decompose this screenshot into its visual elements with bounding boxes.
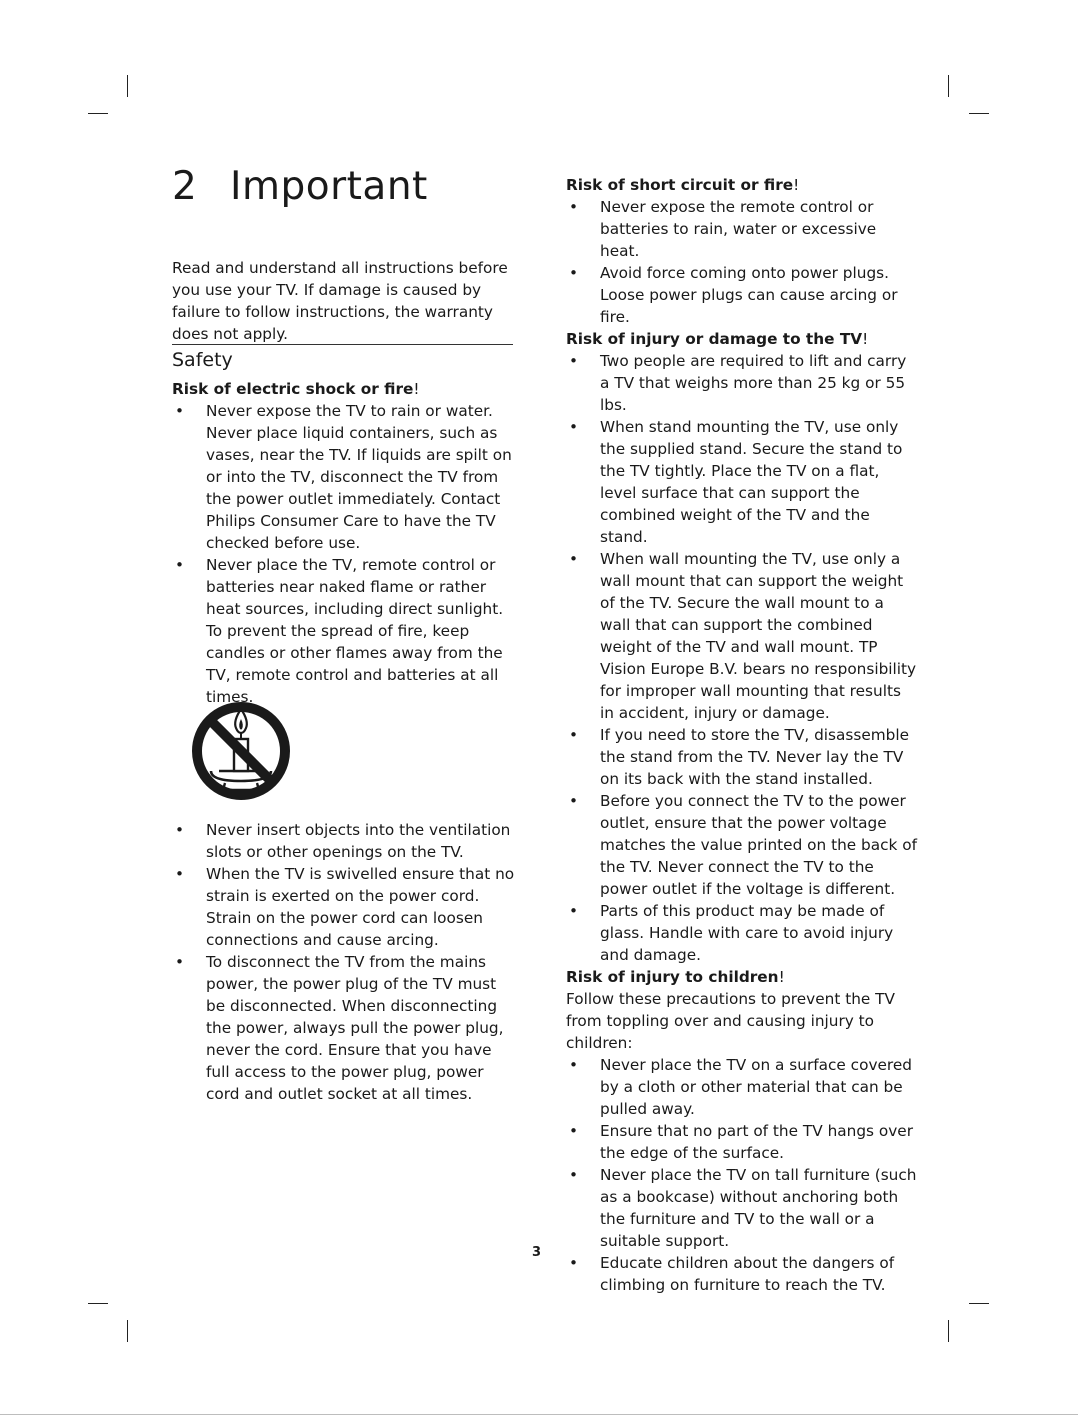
- list-item: • Never insert objects into the ventilation slots or other openings on the TV.: [172, 819, 517, 863]
- injury-tv-list: [566, 350, 918, 966]
- short-circuit-heading: Risk of short circuit or fire!: [566, 176, 800, 194]
- crop-mark: [127, 1320, 128, 1342]
- electric-shock-block: [172, 378, 517, 708]
- right-column: [566, 174, 918, 1296]
- list-item: • If you need to store the TV, disassemble the stand from the TV. Never lay the TV on its back with the stand installed.: [566, 724, 918, 790]
- list-item: • Never place the TV on tall furniture (such as a bookcase) without anchoring both the furniture and TV to the wall or a suitable support.: [566, 1164, 918, 1252]
- electric-shock-list-continued: [172, 819, 517, 1105]
- list-item: • Educate children about the dangers of climbing on furniture to reach the TV.: [566, 1252, 918, 1296]
- crop-mark: [969, 113, 989, 114]
- list-item: • To disconnect the TV from the mains power, the power plug of the TV must be disconnected. When disconnecting the power, always pull the power plug, never the cord. Ensure that you have full access to the power plug, power cord and outlet socket at all times.: [172, 951, 517, 1105]
- list-item: • Before you connect the TV to the power outlet, ensure that the power voltage matches the value printed on the back of the TV. Never connect the TV to the power outlet if the voltage is different.: [566, 790, 918, 900]
- children-list: [566, 1054, 918, 1296]
- list-item: • When stand mounting the TV, use only the supplied stand. Secure the stand to the TV tightly. Place the TV on a flat, level surface that can support the combined weight of the TV and the stand.: [566, 416, 918, 548]
- list-item: • Never expose the remote control or batteries to rain, water or excessive heat.: [566, 196, 918, 262]
- chapter-title-text: Important: [230, 164, 428, 209]
- crop-mark: [948, 1320, 949, 1342]
- section-title-safety: Safety: [172, 349, 233, 371]
- list-item: • Ensure that no part of the TV hangs over the edge of the surface.: [566, 1120, 918, 1164]
- electric-shock-heading: Risk of electric shock or fire!: [172, 380, 420, 398]
- page-number: 3: [532, 1245, 542, 1260]
- list-item: • Never expose the TV to rain or water. Never place liquid containers, such as vases, near the TV. If liquids are spilt on or into the TV, disconnect the TV from the power outlet immediately. Contact Philips Consumer Care to have the TV checked before use.: [172, 400, 517, 554]
- crop-mark: [948, 75, 949, 97]
- list-item: • When wall mounting the TV, use only a wall mount that can support the weight of the TV. Secure the wall mount to a wall that can support the combined weight of the TV and wall mount. TP Vision Europe B.V. bears no responsibility for improper wall mounting that results in accident, injury or damage.: [566, 548, 918, 724]
- list-item: • Never place the TV, remote control or batteries near naked flame or rather heat sources, including direct sunlight. To prevent the spread of fire, keep candles or other flames away from the TV, remote control and batteries at all times.: [172, 554, 517, 708]
- crop-mark: [88, 113, 108, 114]
- intro-paragraph: Read and understand all instructions before you use your TV. If damage is caused by failure to follow instructions, the warranty does not apply.: [172, 259, 508, 343]
- children-heading: Risk of injury to children!: [566, 968, 785, 986]
- chapter-number: 2: [172, 164, 198, 209]
- list-item: • Avoid force coming onto power plugs. Loose power plugs can cause arcing or fire.: [566, 262, 918, 328]
- injury-tv-heading: Risk of injury or damage to the TV!: [566, 330, 869, 348]
- list-item: • Parts of this product may be made of glass. Handle with care to avoid injury and damage.: [566, 900, 918, 966]
- short-circuit-list: [566, 196, 918, 328]
- crop-mark: [969, 1303, 989, 1304]
- list-item: • When the TV is swivelled ensure that no strain is exerted on the power cord. Strain on the power cord can loosen connections and cause arcing.: [172, 863, 517, 951]
- section-divider: [172, 344, 513, 345]
- children-intro: Follow these precautions to prevent the TV from toppling over and causing injury to children:: [566, 990, 895, 1052]
- crop-mark: [127, 75, 128, 97]
- chapter-title: [172, 164, 428, 209]
- no-open-flame-icon: [189, 697, 293, 805]
- list-item: • Never place the TV on a surface covered by a cloth or other material that can be pulled away.: [566, 1054, 918, 1120]
- electric-shock-list: [172, 400, 517, 708]
- crop-mark: [88, 1303, 108, 1304]
- page-edge-rule: [0, 1414, 1078, 1415]
- list-item: • Two people are required to lift and carry a TV that weighs more than 25 kg or 55 lbs.: [566, 350, 918, 416]
- electric-shock-block-continued: [172, 819, 517, 1105]
